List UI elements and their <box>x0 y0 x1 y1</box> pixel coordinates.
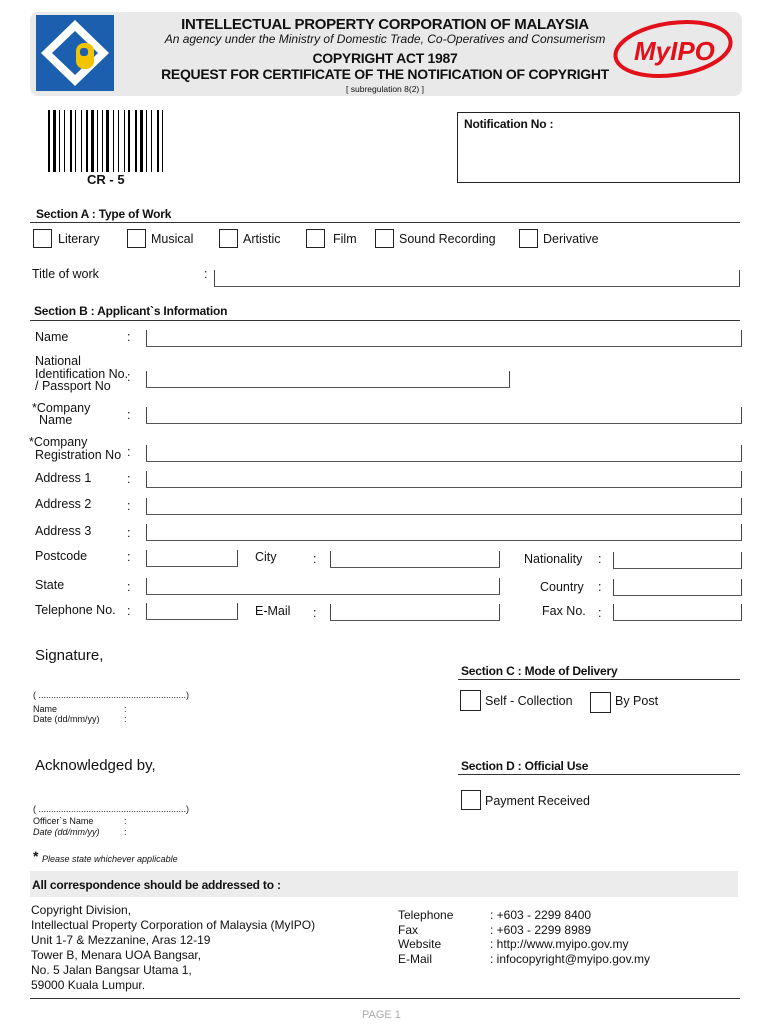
title-of-work-field[interactable] <box>214 268 740 287</box>
barcode-bar <box>53 110 56 172</box>
signature-date-label: Date (dd/mm/yy) <box>33 714 100 724</box>
address2-label: Address 2 <box>35 497 92 511</box>
colon: : <box>127 370 131 384</box>
title-of-work-label: Title of work <box>32 267 99 281</box>
signature-name-label: Name <box>33 704 58 714</box>
colon: : <box>598 606 602 620</box>
barcode-bar <box>162 110 163 172</box>
officer-signature-line[interactable]: ( ...........................................................) <box>33 804 190 814</box>
address-line: Intellectual Property Corporation of Malaysia (MyIPO) <box>31 918 316 932</box>
company-name-label-line1: *Company <box>32 401 91 415</box>
note-asterisk: * <box>33 848 39 864</box>
agency-text: An agency under the Ministry of Domestic Trade, Co-Operatives and Consumerism <box>164 32 606 46</box>
colon: : <box>127 499 131 513</box>
section-d-rule <box>458 774 740 775</box>
nationality-field[interactable] <box>613 550 742 569</box>
barcode-bar <box>75 110 76 172</box>
state-label: State <box>35 578 65 592</box>
email-label: E-Mail <box>255 604 291 618</box>
acknowledged-title: Acknowledged by, <box>35 757 156 774</box>
telephone-field[interactable] <box>146 601 238 620</box>
barcode-bar <box>151 110 152 172</box>
address-line: 59000 Kuala Lumpur. <box>31 978 146 992</box>
address-line: Tower B, Menara UOA Bangsar, <box>31 948 202 962</box>
nid-label-line3: / Passport No <box>35 379 111 393</box>
nationality-label: Nationality <box>524 552 583 566</box>
barcode-bar <box>128 110 130 172</box>
checkbox-musical[interactable] <box>127 229 146 248</box>
correspondence-title: All correspondence should be addressed to : <box>32 878 281 892</box>
name-label: Name <box>35 330 69 344</box>
colon: : <box>127 526 131 540</box>
barcode-bar <box>59 110 60 172</box>
officer-date-label: Date (dd/mm/yy) <box>33 827 100 837</box>
option-payment-received: Payment Received <box>485 794 590 808</box>
state-field[interactable] <box>146 576 500 595</box>
form-title: REQUEST FOR CERTIFICATE OF THE NOTIFICATION OF COPYRIGHT <box>161 66 609 82</box>
colon: : <box>124 714 127 724</box>
contact-label-website: Website <box>398 937 442 951</box>
address1-field[interactable] <box>146 469 742 488</box>
colon: : <box>124 827 127 837</box>
colon: : <box>124 816 127 826</box>
fax-field[interactable] <box>613 602 742 621</box>
address3-field[interactable] <box>146 522 742 541</box>
option-musical: Musical <box>151 232 194 246</box>
barcode-bar <box>124 110 125 172</box>
company-name-label <box>32 402 90 426</box>
name-field[interactable] <box>146 328 742 347</box>
barcode-bar <box>64 110 65 172</box>
address-line: No. 5 Jalan Bangsar Utama 1, <box>31 963 192 977</box>
colon: : <box>313 552 317 566</box>
org-name: INTELLECTUAL PROPERTY CORPORATION OF MALAYSIA <box>181 16 589 33</box>
checkbox-self-collection[interactable] <box>460 690 481 711</box>
correspondence-address <box>31 903 315 993</box>
section-a-rule <box>30 222 740 223</box>
barcode-bar <box>102 110 103 172</box>
notification-label: Notification No : <box>464 117 554 131</box>
barcode-bar <box>135 110 137 172</box>
barcode-bar <box>70 110 72 172</box>
colon: : <box>204 267 208 281</box>
contact-label-telephone: Telephone <box>398 908 454 922</box>
section-b-rule <box>30 320 740 321</box>
company-name-label-line2: Name <box>39 413 73 427</box>
contact-label-fax: Fax <box>398 922 419 937</box>
svg-text:MyIPO: MyIPO <box>634 36 715 66</box>
nid-label <box>35 354 131 393</box>
section-c-title: Section C : Mode of Delivery <box>461 664 618 678</box>
address2-field[interactable] <box>146 496 742 515</box>
option-literary: Literary <box>58 232 100 246</box>
colon: : <box>313 606 317 620</box>
footer-rule <box>30 998 740 999</box>
officer-name-label: Officer`s Name <box>33 816 94 826</box>
checkbox-payment-received[interactable] <box>461 790 481 810</box>
option-artistic: Artistic <box>243 232 281 246</box>
email-field[interactable] <box>330 602 500 621</box>
company-reg-label-line1: *Company <box>29 435 88 449</box>
section-d-title: Section D : Official Use <box>461 759 589 773</box>
address-line: Copyright Division, <box>31 903 132 917</box>
section-a-title: Section A : Type of Work <box>36 207 172 221</box>
company-name-field[interactable] <box>146 405 742 424</box>
option-by-post: By Post <box>615 694 659 708</box>
address1-label: Address 1 <box>35 471 92 485</box>
city-field[interactable] <box>330 549 500 568</box>
option-sound-recording: Sound Recording <box>399 232 496 246</box>
country-field[interactable] <box>613 577 742 596</box>
colon: : <box>127 330 131 344</box>
telephone-label: Telephone No. <box>35 603 116 617</box>
colon: : <box>127 408 131 422</box>
option-self-collection: Self - Collection <box>485 694 573 708</box>
signature-line[interactable]: ( ...........................................................) <box>33 690 190 700</box>
barcode-bar <box>157 110 159 172</box>
postcode-field[interactable] <box>146 548 238 567</box>
checkbox-artistic[interactable] <box>219 229 238 248</box>
city-label: City <box>255 550 277 564</box>
country-label: Country <box>540 580 584 594</box>
signature-title: Signature, <box>35 647 104 664</box>
company-reg-label-line2: Registration No <box>35 447 122 462</box>
checkbox-film[interactable] <box>306 229 325 248</box>
nid-field[interactable] <box>146 369 510 388</box>
contact-value-fax: : +603 - 2299 8989 <box>490 922 592 937</box>
barcode-bar <box>97 110 98 172</box>
barcode-bar <box>146 110 147 172</box>
barcode-bar <box>86 110 88 172</box>
colon: : <box>598 552 602 566</box>
colon: : <box>127 604 131 618</box>
checkbox-literary[interactable] <box>33 229 52 248</box>
colon: : <box>124 704 127 714</box>
barcode-bar <box>113 110 114 172</box>
fax-label: Fax No. <box>542 604 586 618</box>
barcode-bar <box>106 110 109 172</box>
option-derivative: Derivative <box>543 232 599 246</box>
checkbox-sound-recording[interactable] <box>375 229 394 248</box>
contact-labels <box>398 908 453 966</box>
postcode-label: Postcode <box>35 549 88 563</box>
address-line: Unit 1-7 & Mezzanine, Aras 12-19 <box>31 933 211 947</box>
nid-label-line1: National <box>35 354 81 368</box>
section-b-title: Section B : Applicant`s Information <box>34 304 228 318</box>
address3-label: Address 3 <box>35 524 92 538</box>
colon: : <box>127 550 131 564</box>
checkbox-derivative[interactable] <box>519 229 538 248</box>
page-number: PAGE 1 <box>362 1009 401 1021</box>
colon: : <box>127 445 131 459</box>
company-reg-label <box>29 436 121 461</box>
contact-values <box>490 908 650 966</box>
barcode-bar <box>48 110 50 172</box>
form-code: CR - 5 <box>87 172 125 187</box>
colon: : <box>127 472 131 486</box>
contact-value-email[interactable]: : infocopyright@myipo.gov.my <box>490 951 651 966</box>
company-reg-field[interactable] <box>146 443 742 462</box>
barcode <box>46 110 172 172</box>
checkbox-by-post[interactable] <box>590 692 611 713</box>
colon: : <box>127 580 131 594</box>
nid-label-line2: Identification No. <box>35 366 129 381</box>
note-text: Please state whichever applicable <box>42 854 178 864</box>
option-film: Film <box>333 232 357 246</box>
barcode-bar <box>118 110 119 172</box>
barcode-bar <box>140 110 143 172</box>
act-title: COPYRIGHT ACT 1987 <box>312 50 458 66</box>
contact-label-email: E-Mail <box>398 951 433 966</box>
contact-value-telephone: : +603 - 2299 8400 <box>490 908 592 922</box>
contact-value-website[interactable]: : http://www.myipo.gov.my <box>490 937 629 951</box>
barcode-bar <box>81 110 82 172</box>
barcode-bar <box>91 110 94 172</box>
colon: : <box>598 580 602 594</box>
subregulation: [ subregulation 8(2) ] <box>346 84 424 94</box>
section-c-rule <box>458 679 740 680</box>
